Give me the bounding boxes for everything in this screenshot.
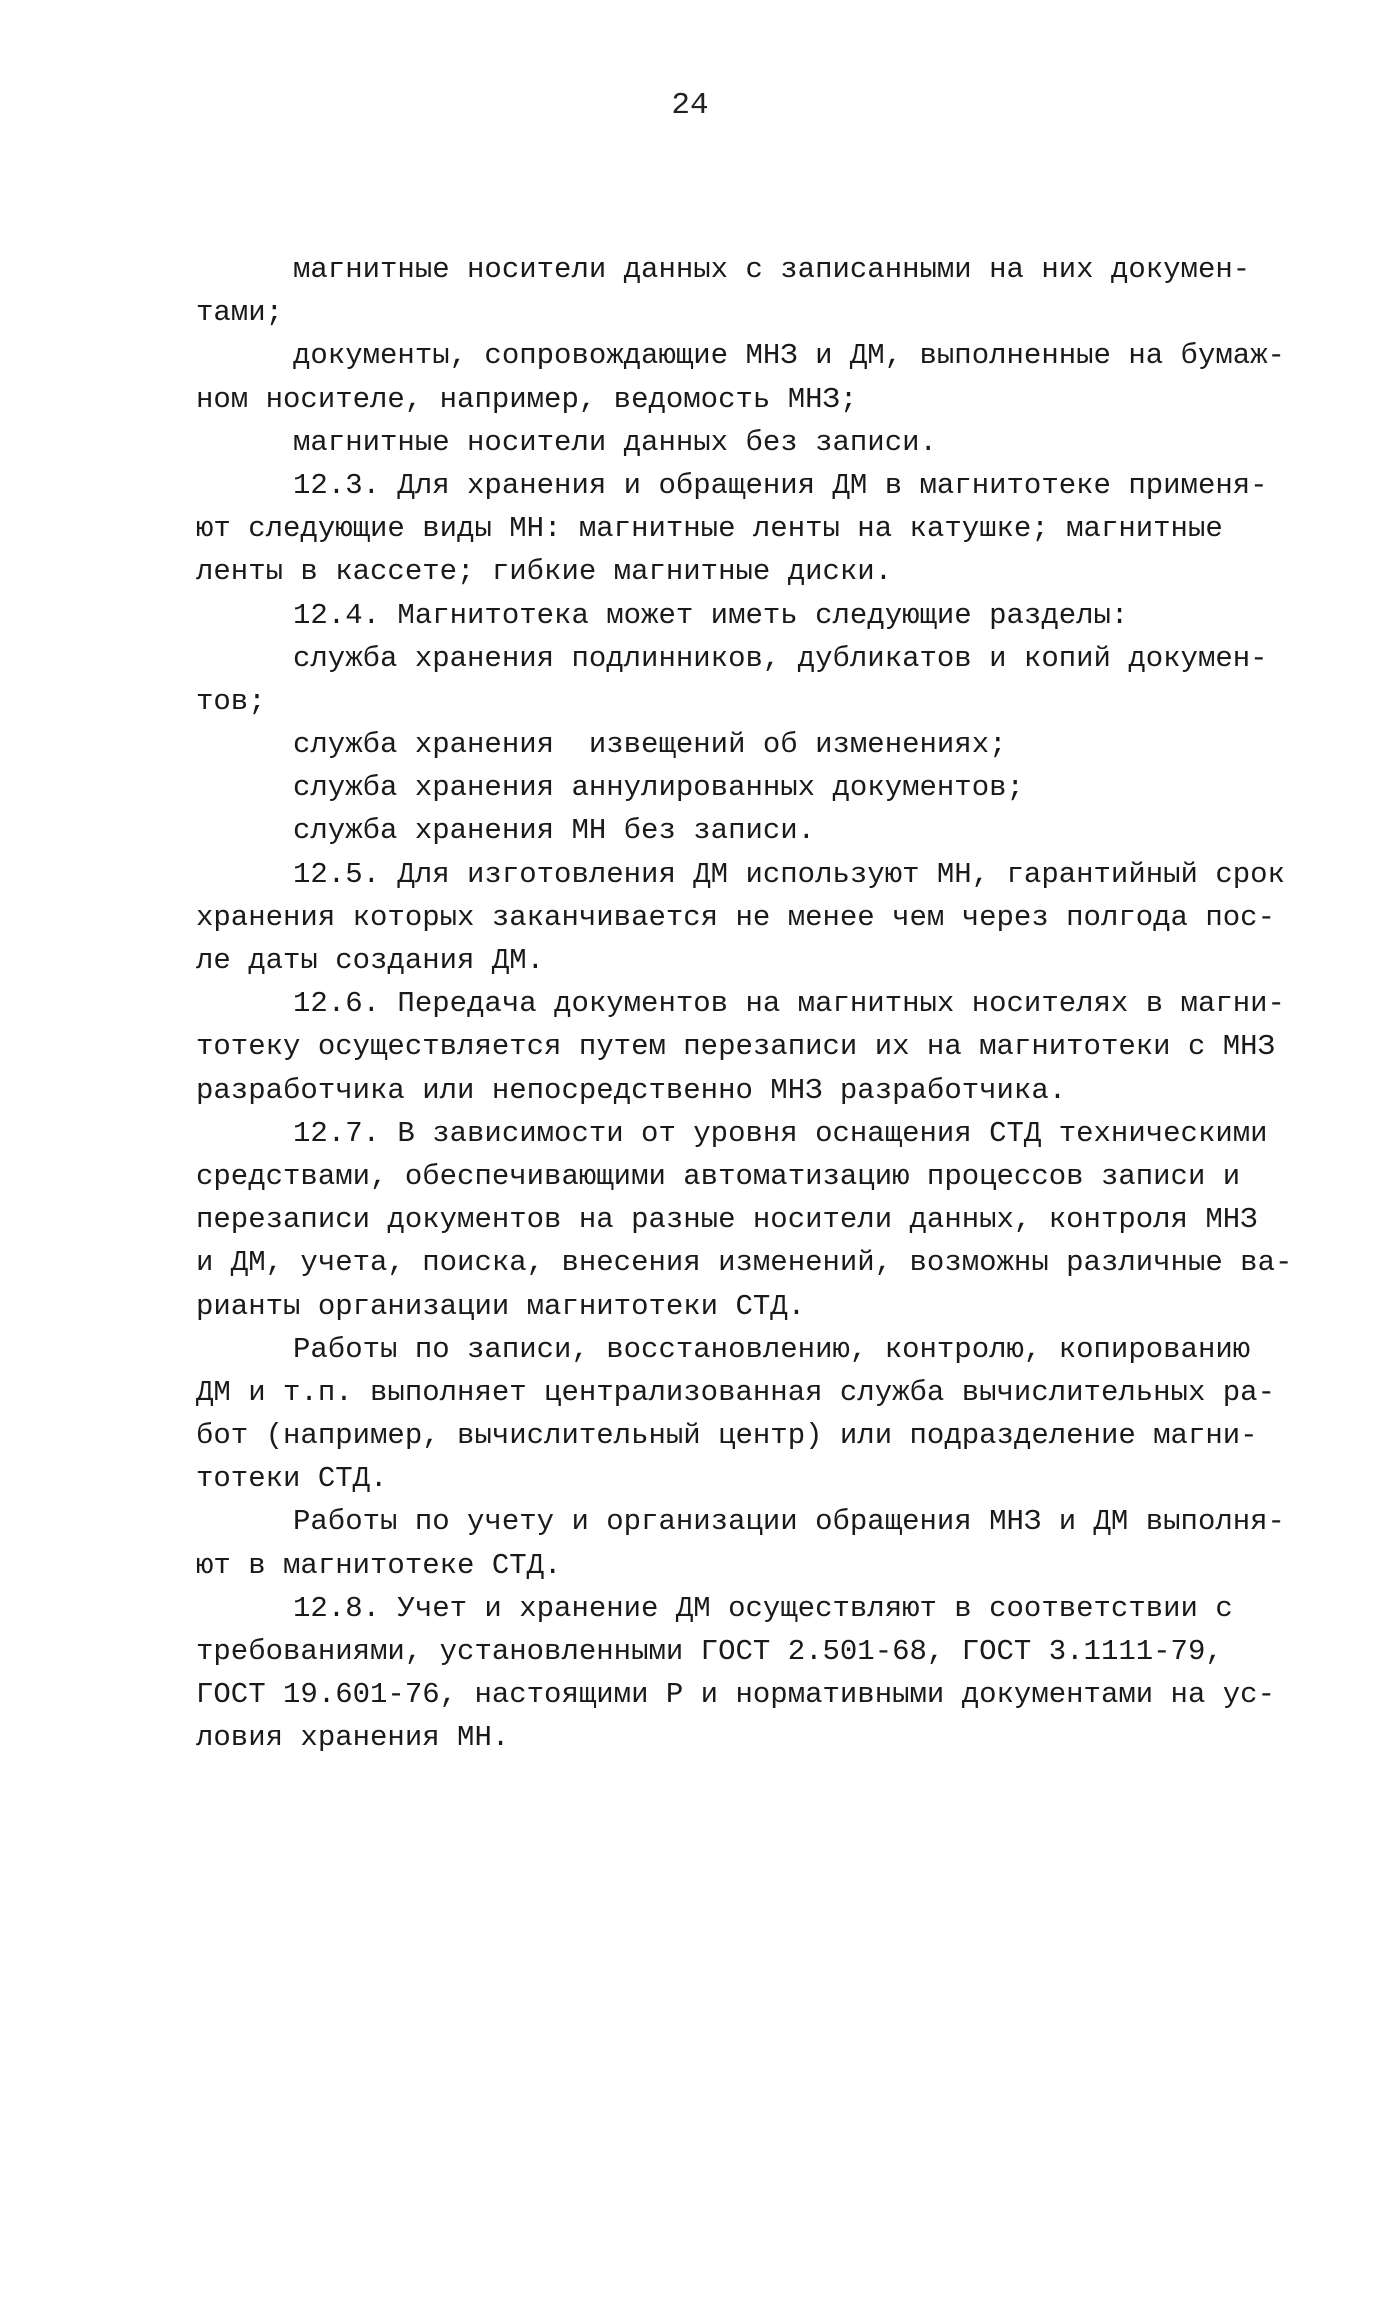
text-line: ловия хранения МН. <box>196 1721 510 1755</box>
text-line: хранения которых заканчивается не менее чем через полгода пос- <box>196 900 1275 934</box>
text-line: ленты в кассете; гибкие магнитные диски. <box>196 555 893 589</box>
text-line: требованиями, установленными ГОСТ 2.501-68, ГОСТ 3.1111-79, <box>196 1635 1223 1668</box>
text-line: ном носителе, например, ведомость МНЗ; <box>196 382 858 416</box>
text-line: ДМ и т.п. выполняет централизованная служба вычислительных ра- <box>196 1375 1275 1409</box>
text-line: 12.8. Учет и хранение ДМ осуществляют в соответствии с <box>293 1591 1233 1625</box>
text-line: тов; <box>196 684 266 718</box>
text-line: магнитные носители данных без записи. <box>293 425 937 459</box>
text-line: документы, сопровождающие МНЗ и ДМ, выполненные на бумаж- <box>293 339 1285 373</box>
text-line: служба хранения подлинников, дубликатов и копий докумен- <box>293 641 1268 675</box>
text-line: Работы по записи, восстановлению, контролю, копированию <box>293 1332 1251 1366</box>
text-line: ГОСТ 19.601-76, настоящими Р и нормативными документами на ус- <box>196 1678 1275 1712</box>
text-line: средствами, обеспечивающими автоматизацию процессов записи и <box>196 1159 1241 1193</box>
text-line: служба хранения МН без записи. <box>293 814 816 848</box>
text-line: ле даты создания ДМ. <box>196 944 545 977</box>
text-line: рианты организации магнитотеки СТД. <box>196 1289 806 1323</box>
text-line: 12.5. Для изготовления ДМ используют МН, гарантийный срок <box>293 857 1285 891</box>
text-line: тотеку осуществляется путем перезаписи их на магнитотеки с МНЗ <box>196 1030 1275 1064</box>
text-line: перезаписи документов на разные носители данных, контроля МНЗ <box>196 1203 1258 1237</box>
text-line: 12.7. В зависимости от уровня оснащения СТД техническими <box>293 1116 1268 1150</box>
text-line: и ДМ, учета, поиска, внесения изменений, возможны различные ва- <box>196 1246 1293 1280</box>
text-line: ют в магнитотеке СТД. <box>196 1548 562 1582</box>
text-line: 12.3. Для хранения и обращения ДМ в магнитотеке применя- <box>293 468 1268 502</box>
text-line: 12.6. Передача документов на магнитных носителях в магни- <box>293 987 1285 1021</box>
text-line: тами; <box>196 296 284 330</box>
text-line: 12.4. Магнитотека может иметь следующие разделы: <box>293 598 1129 632</box>
text-line: магнитные носители данных с записанными на них докумен- <box>293 253 1251 286</box>
text-line: ют следующие виды МН: магнитные ленты на катушке; магнитные <box>196 512 1223 546</box>
text-line: Работы по учету и организации обращения МНЗ и ДМ выполня- <box>293 1505 1285 1539</box>
page-number: 24 <box>671 88 709 123</box>
text-line: бот (например, вычислительный центр) или подразделение магни- <box>196 1419 1258 1453</box>
text-line: тотеки СТД. <box>196 1462 388 1496</box>
text-line: служба хранения аннулированных документов; <box>293 771 1024 805</box>
text-line: служба хранения извещений об изменениях; <box>293 728 1007 762</box>
text-line: разработчика или непосредственно МНЗ разработчика. <box>196 1073 1067 1107</box>
body-text <box>196 248 1311 1760</box>
